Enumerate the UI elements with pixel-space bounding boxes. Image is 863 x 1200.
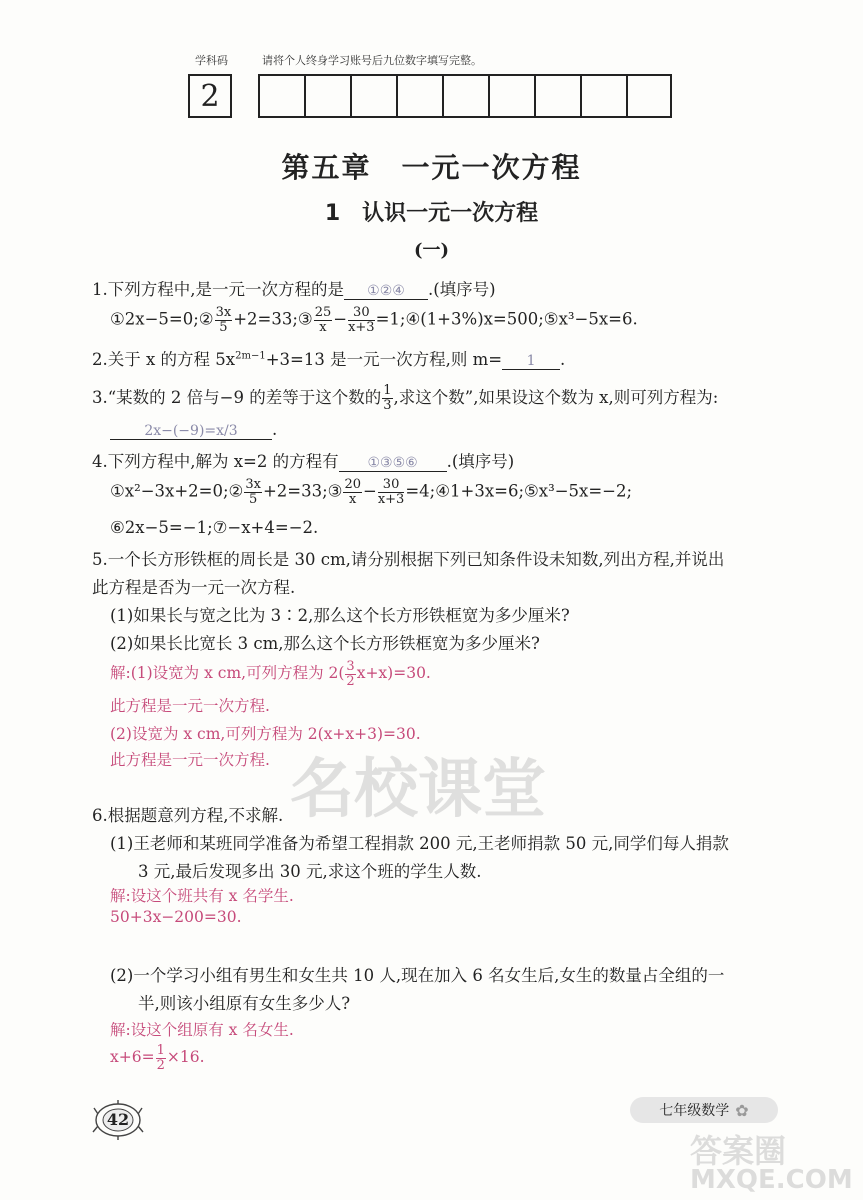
q6-p2-line1: (2)一个学习小组有男生和女生共 10 人,现在加入 6 名女生后,女生的数量占全组的一 — [110, 966, 725, 985]
account-digit-box[interactable] — [580, 74, 626, 118]
q1-text: 1.下列方程中,是一元一次方程的是 — [92, 280, 344, 299]
q3-answer-line — [110, 420, 277, 440]
q2-answer-blank: 1 — [502, 353, 560, 370]
frac-num: 3 — [346, 659, 355, 674]
q6-p2-answer-a: 解:设这个组原有 x 名女生. — [110, 1021, 294, 1039]
minus-sign: − — [363, 481, 377, 501]
q5-answer-1 — [110, 660, 431, 688]
frac-den: 5 — [249, 491, 258, 507]
q5-ans1-end: x+x)=30. — [356, 664, 431, 683]
frac-num: 30 — [348, 306, 375, 321]
account-digit-box[interactable] — [626, 74, 672, 118]
account-digit-box[interactable] — [258, 74, 304, 118]
q4-options — [110, 478, 632, 506]
account-instruction: 请将个人终身学习账号后九位数字填写完整。 — [262, 54, 482, 67]
account-digit-box[interactable] — [488, 74, 534, 118]
q5-part1: (1)如果长与宽之比为 3∶2,那么这个长方形铁框宽为多少厘米? — [110, 606, 570, 625]
account-digit-box[interactable] — [396, 74, 442, 118]
q4-opts-b: +2=33;③ — [262, 481, 343, 501]
frac-num: 1 — [156, 1043, 165, 1058]
account-digit-box[interactable] — [350, 74, 396, 118]
q2-text-end: . — [560, 350, 566, 369]
frac-num: 20 — [344, 477, 361, 492]
account-digit-box[interactable] — [442, 74, 488, 118]
account-number-boxes — [258, 74, 672, 118]
q3-answer-blank: 2x−(−9)=x/3 — [110, 423, 272, 440]
q6-p1-line2: 3 元,最后发现多出 30 元,求这个班的学生人数. — [138, 862, 482, 881]
watermark-url: MXQE.COM — [690, 1165, 853, 1195]
subject-code-box-row — [188, 74, 232, 118]
q5-stem-1: 5.一个长方形铁框的周长是 30 cm,请分别根据下列已知条件设未知数,列出方程,并说出 — [92, 550, 725, 569]
q6-p2-fraction — [156, 1044, 166, 1072]
frac-den: x+3 — [348, 319, 375, 335]
page-number-badge — [92, 1100, 144, 1140]
frac-den: x — [349, 491, 357, 507]
q6-p1-line1: (1)王老师和某班同学准备为希望工程捐款 200 元,王老师捐款 50 元,同学们每人捐款 — [110, 834, 729, 853]
subject-code-box: 2 — [188, 74, 232, 118]
q5-part2: (2)如果长比宽长 3 cm,那么这个长方形铁框宽为多少厘米? — [110, 634, 540, 653]
section-title: 1 认识一元一次方程 — [324, 201, 539, 226]
grade-text: 七年级数学 — [659, 1103, 730, 1119]
q1-fraction-2 — [314, 306, 333, 334]
q5-answer-2: (2)设宽为 x cm,可列方程为 2(x+x+3)=30. — [110, 725, 421, 743]
watermark-school: 名校课堂 — [290, 753, 546, 827]
q1-text-end: .(填序号) — [428, 280, 496, 299]
frac-num: 30 — [378, 478, 405, 493]
q4-opts-c: =4;④1+3x=6;⑤x³−5x=−2; — [405, 481, 633, 501]
q6-p2-answer-b — [110, 1044, 205, 1072]
q1-stem — [92, 276, 496, 300]
q4-text: 4.下列方程中,解为 x=2 的方程有 — [92, 452, 339, 471]
q5-answer-1-conclusion: 此方程是一元一次方程. — [110, 697, 270, 715]
q1-options — [110, 306, 638, 334]
frac-den: 3 — [383, 398, 392, 413]
q5-stem-2: 此方程是否为一元一次方程. — [92, 578, 296, 597]
q3-fraction — [382, 384, 392, 412]
q3-text: 3.“某数的 2 倍与−9 的差等于这个数的 — [92, 388, 382, 407]
gear-flower-icon: ✿ — [735, 1100, 749, 1120]
q1-fraction-1 — [215, 306, 233, 334]
q1-opts-a: ①2x−5=0;② — [110, 309, 214, 329]
q1-opts-b: +2=33;③ — [233, 309, 313, 329]
frac-den: 5 — [219, 319, 228, 335]
account-digit-box[interactable] — [534, 74, 580, 118]
frac-num: 1 — [383, 383, 392, 399]
q4-options-2: ⑥2x−5=−1;⑦−x+4=−2. — [110, 518, 319, 537]
q6-p1-answer-b: 50+3x−200=30. — [110, 908, 242, 926]
account-digit-box[interactable] — [304, 74, 350, 118]
minus-sign: − — [333, 309, 348, 329]
q3-end: . — [272, 420, 278, 439]
q6-p2-line2: 半,则该小组原有女生多少人? — [138, 994, 351, 1013]
q4-opts-a: ①x²−3x+2=0;② — [110, 481, 244, 501]
frac-den: 2 — [156, 1057, 165, 1073]
q2-exponent: 2m−1 — [235, 350, 266, 362]
q5-ans1-fraction — [345, 660, 355, 688]
subsection-title: (一) — [413, 240, 450, 261]
frac-num: 25 — [314, 305, 332, 320]
q4-text-end: .(填序号) — [446, 452, 515, 471]
q2-text: 2.关于 x 的方程 5x — [92, 350, 236, 369]
frac-den: x+3 — [377, 491, 405, 507]
q5-answer-2-conclusion: 此方程是一元一次方程. — [110, 751, 270, 769]
q1-opts-c: =1;④(1+3%)x=500;⑤x³−5x=6. — [375, 309, 638, 329]
q4-fraction-3 — [378, 478, 405, 506]
q2-stem — [92, 346, 565, 370]
chapter-title: 第五章 一元一次方程 — [281, 151, 582, 184]
q6-intro: 6.根据题意列方程,不求解. — [92, 806, 284, 825]
q1-fraction-3 — [348, 306, 375, 334]
q3-stem — [92, 384, 718, 413]
q6-p2-ans-text: x+6= — [110, 1048, 155, 1067]
frac-den: 2 — [346, 673, 355, 689]
q4-fraction-1 — [244, 478, 262, 506]
frac-num: 3x — [245, 477, 261, 492]
subject-code-label: 学科码 — [195, 54, 228, 67]
watermark-site: 答案圈 — [690, 1132, 787, 1170]
q4-fraction-2 — [343, 478, 362, 506]
q4-stem — [92, 448, 514, 472]
q5-ans1-text: 解:(1)设宽为 x cm,可列方程为 2( — [110, 664, 345, 683]
grade-label — [630, 1097, 778, 1123]
q3-text-b: ,求这个数”,如果设这个数为 x,则可列方程为: — [393, 388, 719, 407]
q1-answer-blank: ①②④ — [344, 283, 428, 300]
frac-num: 3x — [215, 305, 232, 320]
frac-den: x — [319, 319, 327, 335]
q2-text-b: +3=13 是一元一次方程,则 m= — [265, 350, 503, 369]
q4-answer-blank: ①③⑤⑥ — [339, 455, 447, 472]
page-number: 42 — [106, 1110, 130, 1129]
q6-p2-ans-end: ×16. — [166, 1048, 205, 1067]
q6-p1-answer-a: 解:设这个班共有 x 名学生. — [110, 887, 294, 905]
